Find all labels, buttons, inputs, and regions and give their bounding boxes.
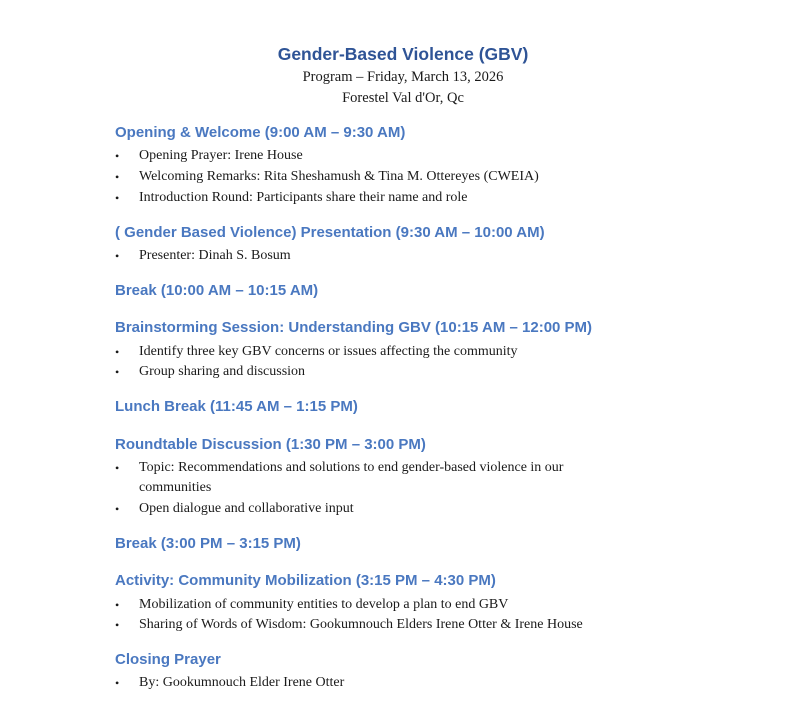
- list-item: • By: Gookumnouch Elder Irene Otter: [115, 673, 635, 693]
- list-item: • Group sharing and discussion: [115, 362, 635, 382]
- bullet-icon: •: [115, 191, 120, 205]
- section-heading-break-afternoon: Break (3:00 PM – 3:15 PM): [115, 535, 301, 552]
- list-item: • Open dialogue and collaborative input: [115, 499, 635, 519]
- section-heading-roundtable: Roundtable Discussion (1:30 PM – 3:00 PM): [115, 436, 426, 453]
- bullet-icon: •: [115, 461, 120, 475]
- list-item: • Presenter: Dinah S. Bosum: [115, 246, 635, 266]
- list-item: • Identify three key GBV concerns or issues affecting the community: [115, 342, 635, 362]
- bullet-icon: •: [115, 170, 120, 184]
- bullet-icon: •: [115, 676, 120, 690]
- program-date-line: Program – Friday, March 13, 2026: [302, 69, 504, 85]
- document-title: Gender-Based Violence (GBV): [277, 44, 529, 64]
- section-heading-brainstorming: Brainstorming Session: Understanding GBV (10:15 AM – 12:00 PM): [115, 319, 593, 336]
- section-heading-closing: Closing Prayer: [115, 651, 221, 668]
- bullet-icon: •: [115, 345, 120, 359]
- venue-line: Forestel Val d'Or, Qc: [342, 90, 464, 106]
- bullet-icon: •: [115, 249, 120, 263]
- section-heading-presentation: ( Gender Based Violence) Presentation (9:30 AM – 10:00 AM): [115, 224, 545, 241]
- list-item: • Welcoming Remarks: Rita Sheshamush & Tina M. Ottereyes (CWEIA): [115, 167, 635, 187]
- bullet-icon: •: [115, 502, 120, 516]
- section-heading-activity: Activity: Community Mobilization (3:15 PM – 4:30 PM): [115, 572, 496, 589]
- bullet-icon: •: [115, 618, 120, 632]
- list-item: • Topic: Recommendations and solutions to end gender-based violence in our communities: [115, 460, 564, 495]
- bullet-icon: •: [115, 149, 120, 163]
- list-item: • Opening Prayer: Irene House: [115, 146, 635, 166]
- section-heading-break-morning: Break (10:00 AM – 10:15 AM): [115, 282, 319, 299]
- list-item: • Introduction Round: Participants share their name and role: [115, 188, 635, 208]
- list-item: • Sharing of Words of Wisdom: Gookumnouch Elders Irene Otter & Irene House: [115, 615, 635, 635]
- section-heading-lunch: Lunch Break (11:45 AM – 1:15 PM): [115, 398, 358, 415]
- bullet-icon: •: [115, 365, 120, 379]
- section-heading-opening: Opening & Welcome (9:00 AM – 9:30 AM): [115, 124, 406, 141]
- bullet-icon: •: [115, 598, 120, 612]
- list-item: • Mobilization of community entities to develop a plan to end GBV: [115, 595, 635, 615]
